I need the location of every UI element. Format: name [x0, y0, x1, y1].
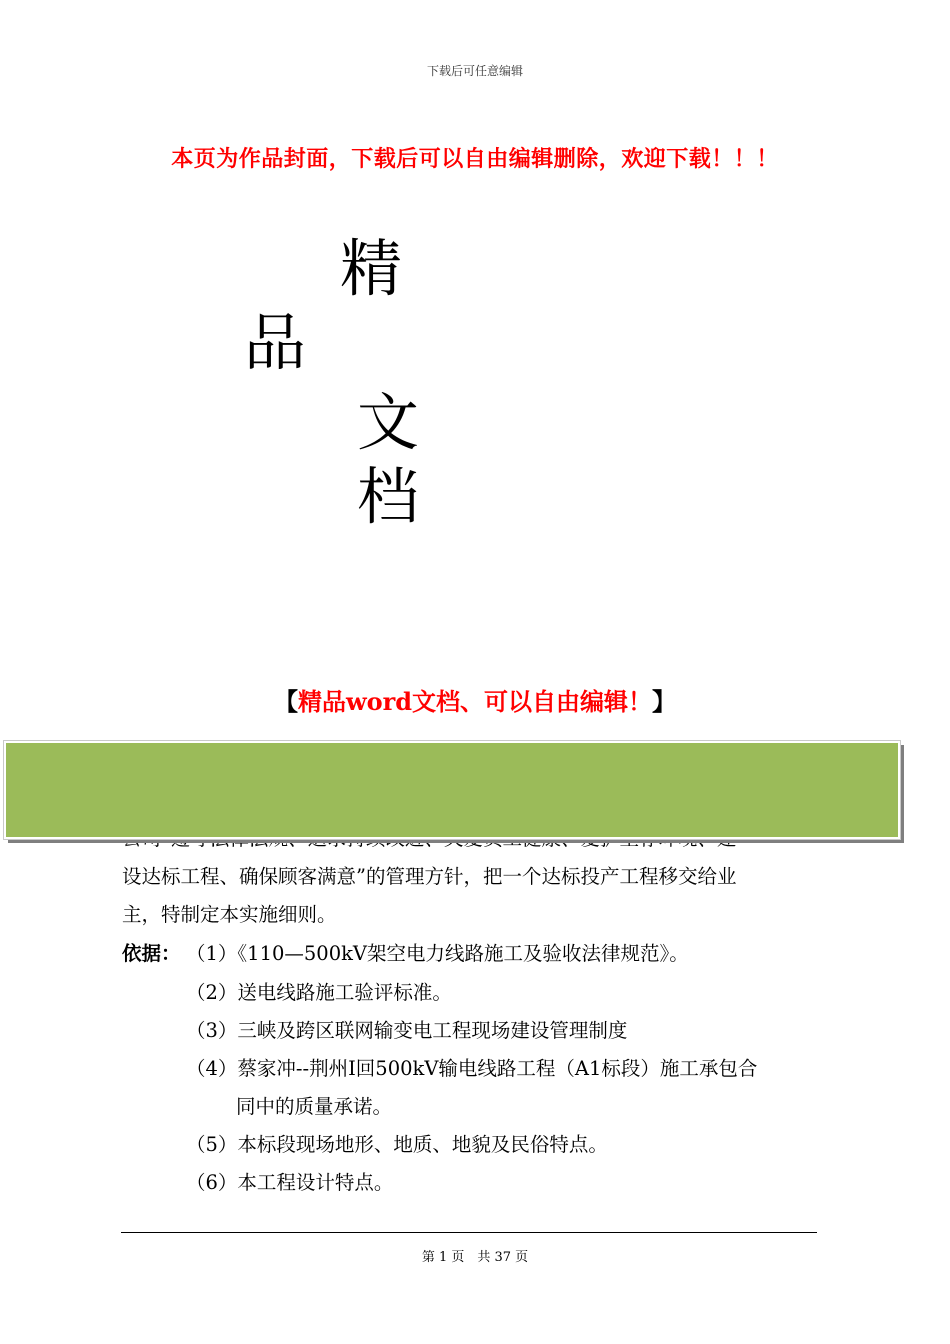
cover-notice: 本页为作品封面，下载后可以自由编辑删除，欢迎下载！！！ [171, 146, 779, 172]
title-char-1: 精 [340, 232, 403, 305]
footer-page-number: 第 1 页 共 37 页 [421, 1250, 529, 1265]
title-char-4: 档 [357, 460, 420, 533]
paragraph-line-2: 设达标工程、确保顾客满意”的管理方针，把一个达标投产工程移交给业 [122, 865, 737, 888]
basis-label: 依据： [122, 942, 181, 965]
title-char-3: 文 [357, 386, 420, 459]
basis-item-4 [186, 1050, 842, 1126]
basis-item-4-line-1: （4）蔡家冲--荆州Ⅰ回500kV输电线路工程（A1标段）施工承包合 [186, 1057, 758, 1080]
banner-text: 精品word文档、可以自由编辑！ [297, 687, 653, 716]
green-overlay-box [4, 741, 900, 839]
footer-divider [121, 1232, 817, 1233]
basis-item-6: （6）本工程设计特点。 [186, 1171, 394, 1194]
editable-banner [0, 682, 950, 717]
basis-item-3: （3）三峡及跨区联网输变电工程现场建设管理制度 [186, 1019, 628, 1042]
title-char-2: 品 [244, 306, 307, 379]
paragraph-line-3: 主，特制定本实施细则。 [122, 903, 337, 926]
basis-item-5: （5）本标段现场地形、地质、地貌及民俗特点。 [186, 1133, 608, 1156]
basis-item-4-line-2: 同中的质量承诺。 [236, 1095, 393, 1118]
basis-item-1: （1）《110—500kV架空电力线路施工及验收法律规范》。 [186, 942, 689, 965]
basis-item-2: （2）送电线路施工验评标准。 [186, 981, 452, 1004]
page-header-note: 下载后可任意编辑 [426, 64, 523, 78]
banner-bracket-close: 】 [652, 687, 677, 716]
banner-bracket-open: 【 [273, 687, 298, 716]
